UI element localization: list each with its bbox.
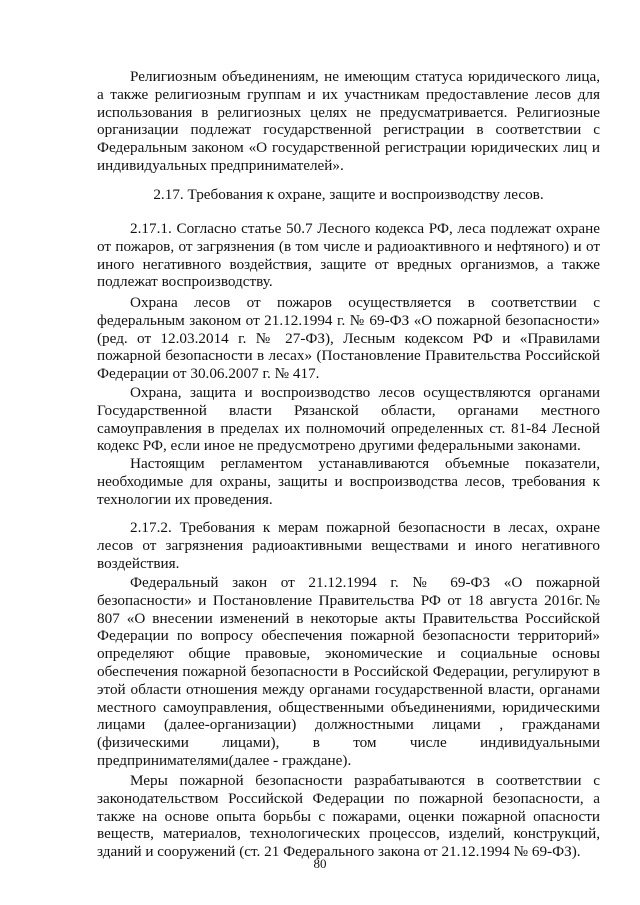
paragraph-2-17-2: 2.17.2. Требования к мерам пожарной безопасности в лесах, охране лесов от загрязнения радиоактивными веществами и иного негативного воздействия. (97, 519, 600, 572)
paragraph-federal-law: Федеральный закон от 21.12.1994 г. № 69-ФЗ «О пожарной безопасности» и Постановление Правительства РФ от 18 августа 2016г.№ 807 «О внесении изменений в некоторые акты Правительства Российской Федерации по вопросу обеспечения пожарной безопасности территорий» определяют общие правовые, экономические и социальные основы обеспечения пожарной безопасности в Российской Федерации, регулируют в этой области отношения между органами государственной власти, органами местного самоуправления, общественными объединениями, юридическими лицами (далее-организации) должностными лицами , гражданами (физическими лицами), в том числе индивидуальными предпринимателями(далее - граждане). (97, 574, 600, 769)
page-number: 80 (313, 856, 327, 871)
section-heading-2-17: 2.17. Требования к охране, защите и воспроизводству лесов. (153, 186, 544, 203)
paragraph-forest-protection-authorities: Охрана, защита и воспроизводство лесов осуществляются органами Государственной власти Рязанской области, органами местного самоуправления в пределах их полномочий определенных ст. 81-84 Лесной кодекс РФ, если иное не предусмотрено другими федеральными законами. (97, 384, 600, 455)
paragraph-2-17-1: 2.17.1. Согласно статье 50.7 Лесного кодекса РФ, леса подлежат охране от пожаров, от загрязнения (в том числе и радиоактивного и нефтяного) и от иного негативного воздействия, защите от вредных организмов, а также подлежат воспроизводству. (97, 220, 600, 291)
paragraph-fire-safety-measures: Меры пожарной безопасности разрабатываются в соответствии с законодательством Российской Федерации по пожарной безопасности, а также на основе опыта борьбы с пожарами, оценки пожарной опасности веществ, материалов, технологических процессов, изделий, конструкций, зданий и сооружений (ст. 21 Федерального закона от 21.12.1994 № 69-ФЗ). (97, 772, 600, 861)
paragraph-religious-organizations: Религиозным объединениям, не имеющим статуса юридического лица, а также религиозным группам и их участникам предоставление лесов для использования в религиозных целях не предусматривается. Религиозные организации подлежат государственной регистрации в соответствии с Федеральным законом «О государственной регистрации юридических лиц и индивидуальных предпринимателей». (97, 68, 600, 174)
paragraph-regulation-indicators: Настоящим регламентом устанавливаются объемные показатели, необходимые для охраны, защиты и воспроизводства лесов, требования к технологии их проведения. (97, 455, 600, 508)
paragraph-fire-protection: Охрана лесов от пожаров осуществляется в соответствии с федеральным законом от 21.12.1994 г. № 69-ФЗ «О пожарной безопасности» (ред. от 12.03.2014 г. № 27-ФЗ), Лесным кодексом РФ и «Правилами пожарной безопасности в лесах» (Постановление Правительства Российской Федерации от 30.06.2007 г. № 417. (97, 294, 600, 383)
